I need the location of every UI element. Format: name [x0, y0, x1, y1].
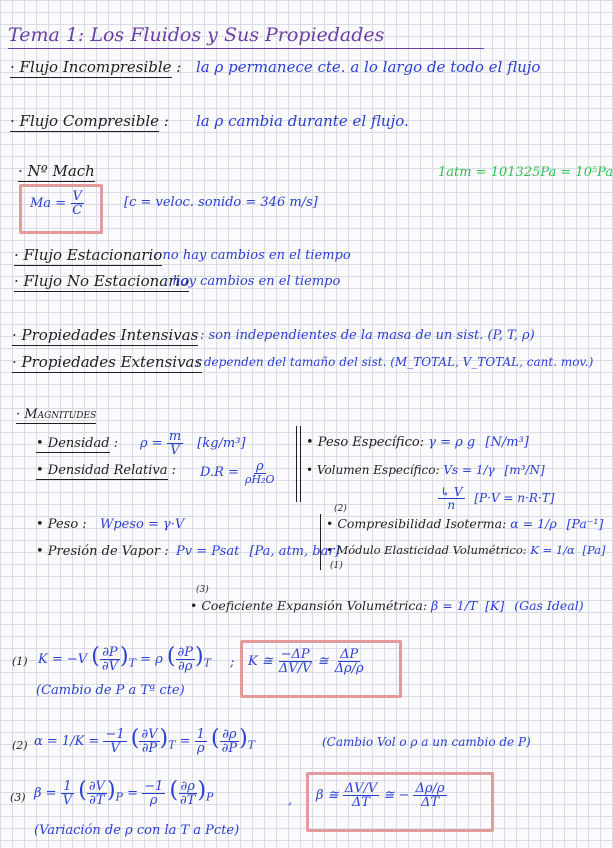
eq1-derivative: K = −V ( $\frac{\partial P}{\partial V}$ )$_T = \rho$ ( $\frac{\partial P}{\partial\rho}$ )$_T$ [38, 644, 211, 674]
mark-1-modulo: (1) [330, 561, 343, 571]
densidad-formula: ρ = $\frac{m}{V}$ [kg/m³] [140, 429, 246, 458]
eq1-note: (Cambio de P a Tª cte) [36, 683, 185, 698]
flujo-incompresible-label: · Flujo Incompresible : [10, 58, 182, 76]
peso-especifico: • Peso Específico: γ = ρ g [N/m³] [306, 435, 529, 450]
atm-note: 1atm = 101325Pa = 10⁵Pa [438, 165, 613, 180]
peso-formula: Wpeso = γ·V [100, 517, 185, 532]
flujo-estacionario-label: · Flujo Estacionario [14, 246, 163, 264]
eq2-note: (Cambio Vol o ρ a un cambio de P) [322, 735, 531, 749]
compresibilidad: • Compresibilidad Isoterma: α = 1/ρ [Pa⁻¹] [326, 516, 604, 531]
modulo-elasticidad: • Módulo Elasticidad Volumétrico: K = 1/α [Pa] [326, 543, 606, 557]
eq1-approx: K ≅ $\frac{-\Delta P}{\Delta V/V}$ ≅ $\frac{\Delta P}{\Delta\rho/\rho}$ [248, 647, 364, 676]
propiedades-intensivas-desc: : son independientes de la masa de un sist. (P, T, ρ) [200, 328, 535, 343]
divider-2 [320, 514, 321, 570]
flujo-no-estacionario-desc: : hay cambios en el tiempo [164, 274, 341, 289]
eq3-formula: β = $\frac{1}{V}$ ( $\frac{\partial V}{\partial T}$ )$_P$ = $\frac{-1}{\rho}$ ( $\frac{\partial\rho}{\partial T}$ )$_P$ [34, 778, 214, 808]
densidad-label: • Densidad : [36, 436, 119, 451]
page-title: Tema 1: Los Fluidos y Sus Propiedades [8, 26, 484, 49]
divider-double-2 [300, 426, 301, 502]
densidad-relativa-label: • Densidad Relativa : [36, 463, 177, 478]
flujo-incompresible-desc: la ρ permanece cte. a lo largo de todo el flujo [196, 58, 541, 76]
peso-label: • Peso : [36, 517, 87, 532]
eq3-approx: β ≅ $\frac{\Delta V/V}{\Delta T}$ ≅ − $\frac{\Delta\rho/\rho}{\Delta T}$ [316, 781, 445, 810]
eq3-separator: , [288, 793, 293, 808]
eq1-separator: ; [230, 655, 235, 670]
eq2-formula: α = 1/K = $\frac{-1}{V}$ ( $\frac{\partial V}{\partial P}$ )$_T$ = $\frac{1}{\rho}$ ( $\frac{\partial\rho}{\partial P}$ )$_T$ [34, 726, 256, 756]
eq2-mark: (2) [12, 739, 28, 752]
presion-vapor-formula: Pv = Psat [Pa, atm, bar] [176, 544, 340, 559]
divider-double-1 [296, 426, 297, 502]
mach-formula: Ma = $\frac{V}{C}$ [30, 189, 83, 218]
eq3-mark: (3) [10, 791, 26, 804]
densidad-relativa-formula: D.R = $\frac{\rho}{\text{ρH₂O}}$ [200, 459, 275, 486]
eq1-mark: (1) [12, 655, 28, 668]
presion-vapor-label: • Presión de Vapor : [36, 544, 169, 559]
coef-expansion: • Coeficiente Expansión Volumétrica: β = 1/T [K] (Gas Ideal) [190, 598, 584, 613]
propiedades-intensivas-label: · Propiedades Intensivas [12, 326, 199, 344]
flujo-no-estacionario-label: · Flujo No Estacionario [14, 272, 190, 290]
eq3-note: (Variación de ρ con la T a Pcte) [34, 823, 240, 838]
propiedades-extensivas-label: · Propiedades Extensivas [12, 353, 203, 371]
magnitudes-heading: · Magnitudes [16, 407, 97, 422]
mark-3-coef: (3) [196, 585, 209, 595]
flujo-compresible-label: · Flujo Compresible : [10, 112, 169, 130]
mach-note: [c = veloc. sonido = 346 m/s] [124, 195, 318, 210]
flujo-estacionario-desc: : no hay cambios en el tiempo [154, 248, 351, 263]
mark-2-compresibilidad: (2) [334, 504, 347, 514]
volumen-especifico-alt: $\frac{↳ V}{n}$ [P·V = n·R·T] [440, 485, 555, 512]
volumen-especifico: • Volumen Específico: Vs = 1/γ [m³/N] [306, 463, 545, 477]
flujo-compresible-desc: la ρ cambia durante el flujo. [196, 112, 409, 130]
propiedades-extensivas-desc: : dependen del tamaño del sist. (M_TOTAL, V_TOTAL, cant. mov.) [196, 355, 594, 369]
mach-label: · Nº Mach [18, 162, 95, 180]
